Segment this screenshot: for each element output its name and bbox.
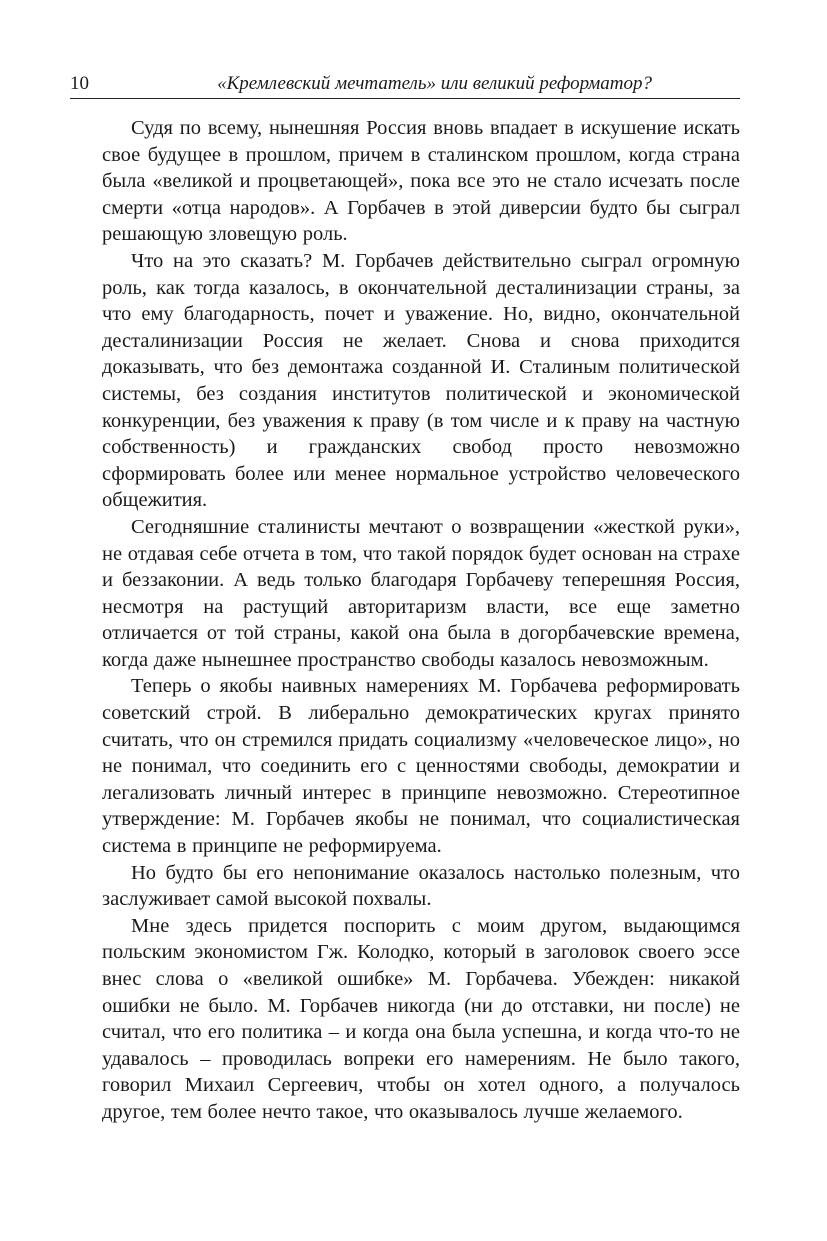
book-page: [70, 0, 740, 1241]
paragraph: Теперь о якобы наивных намерениях М. Горбачева реформировать советский строй. В либерально демократических кругах принято считать, что он стремился придать социализму «человеческое лицо», но не понимал, что соединить его с ценностями свободы, демократии и легализовать личный интерес в принципе невозможно. Стереотипное утверждение: М. Горбачев якобы не понимал, что социалистическая система в принципе не реформируема.: [102, 675, 740, 858]
paragraph: Но будто бы его непонимание оказалось настолько полезным, что заслуживает самой высокой похвалы.: [102, 861, 740, 911]
paragraph: Сегодняшние сталинисты мечтают о возвращении «жесткой руки», не отдавая себе отчета в том, что такой порядок будет основан на страхе и беззаконии. А ведь только благодаря Горбачеву теперешняя Россия, несмотря на растущий авторитаризм власти, все еще заметно отличается от той страны, какой она была в догорбачевские времена, когда даже нынешнее пространство свободы казалось невозможным.: [102, 515, 740, 671]
paragraph: Что на это сказать? М. Горбачев действительно сыграл огромную роль, как тогда казалось, в окончательной десталинизации страны, за что ему благодарность, почет и уважение. Но, видно, окончательной десталинизации Россия не желает. Снова и снова приходится доказывать, что без демонтажа созданной И. Сталиным политической системы, без создания институтов политической и экономической конкуренции, без уважения к праву (в том числе и к праву на частную собственность) и гражданских свобод просто невозможно сформировать более или менее нормальное устройство человеческого общежития.: [102, 249, 740, 512]
running-head: [70, 72, 740, 99]
body-text: [102, 115, 740, 1126]
running-title: «Кремлевский мечтатель» или великий реформатор?: [217, 73, 652, 94]
page-number: 10: [70, 73, 89, 94]
paragraph: Судя по всему, нынешняя Россия вновь впадает в искушение искать свое будущее в прошлом, причем в сталинском прошлом, когда страна была «великой и процветающей», пока все это не стало исчезать после смерти «отца народов». А Горбачев в этой диверсии будто бы сыграл решающую зловещую роль.: [102, 117, 740, 246]
paragraph: Мне здесь придется поспорить с моим другом, выдающимся польским экономистом Гж. Колодко, который в заголовок своего эссе внес слова о «великой ошибке» М. Горбачева. Убежден: никакой ошибки не было. М. Горбачев никогда (ни до отставки, ни после) не считал, что его политика – и когда она была успешна, и когда что-то не удавалось – проводилась вопреки его намерениям. Не было такого, говорил Михаил Сергеевич, чтобы он хотел одного, а получалось другое, тем более нечто такое, что оказывалось лучше желаемого.: [102, 914, 740, 1123]
